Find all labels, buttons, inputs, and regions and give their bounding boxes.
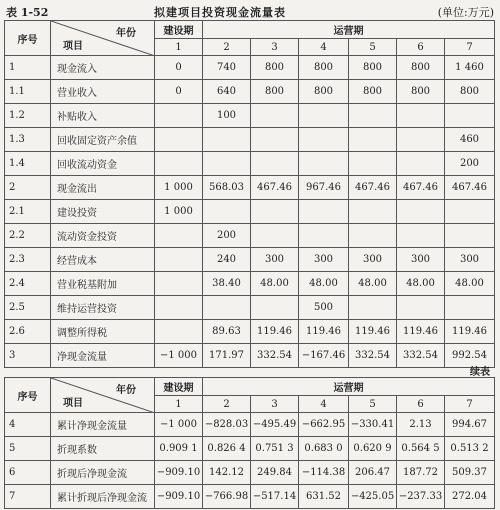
table-row [5,296,495,320]
value-cell: 300 [397,248,445,272]
table-row [5,413,495,437]
row-item: 累计折现后净现金流 [51,485,155,509]
value-cell [299,128,349,152]
row-item: 现金流出 [51,176,155,200]
row-number: 3 [5,344,51,368]
value-cell [155,224,203,248]
value-cell: 300 [349,248,397,272]
value-cell: 240 [203,248,251,272]
item-header: 项目 [63,398,83,409]
value-cell: 740 [203,56,251,80]
value-cell: −662.95 [299,413,349,437]
value-cell [251,200,299,224]
value-cell: 89.63 [203,320,251,344]
value-cell: −330.41 [349,413,397,437]
value-cell [155,152,203,176]
value-cell [155,296,203,320]
value-cell: 568.03 [203,176,251,200]
value-cell [299,200,349,224]
value-cell: −167.46 [299,344,349,368]
value-cell: −909.10 [155,461,203,485]
year-cell: 2 [203,396,251,413]
value-cell: 272.04 [445,485,495,509]
continued-label: 续表 [470,367,490,378]
year-cell: 4 [299,39,349,56]
year-cell: 2 [203,39,251,56]
row-item: 折现后净现金流 [51,461,155,485]
row-number: 1.4 [5,152,51,176]
value-cell: 300 [445,248,495,272]
table-row [5,344,495,368]
construction-period-header: 建设期 [155,21,203,39]
table-row [5,248,495,272]
row-number: 1.1 [5,80,51,104]
value-cell: −114.38 [299,461,349,485]
year-cell: 5 [349,396,397,413]
operation-period-header: 运营期 [203,21,495,39]
value-cell [251,296,299,320]
diagonal-header-cell [51,21,155,56]
seq-header: 序号 [5,378,51,413]
value-cell [251,224,299,248]
value-cell [251,152,299,176]
value-cell: 1 000 [155,200,203,224]
row-number: 2.5 [5,296,51,320]
row-item: 净现金流量 [51,344,155,368]
row-item: 营业税基附加 [51,272,155,296]
value-cell: 467.46 [349,176,397,200]
table-row [5,80,495,104]
row-number: 4 [5,413,51,437]
row-number: 7 [5,485,51,509]
operation-period-header: 运营期 [203,378,495,396]
value-cell [349,224,397,248]
value-cell [397,224,445,248]
value-cell [299,224,349,248]
row-item: 回收流动资金 [51,152,155,176]
row-number: 2 [5,176,51,200]
row-number: 1 [5,56,51,80]
value-cell [349,128,397,152]
value-cell: 800 [251,56,299,80]
value-cell [203,152,251,176]
value-cell: 200 [445,152,495,176]
value-cell: 171.97 [203,344,251,368]
value-cell [299,104,349,128]
value-cell: 119.46 [299,320,349,344]
value-cell: 800 [349,56,397,80]
value-cell [397,128,445,152]
value-cell: 467.46 [251,176,299,200]
value-cell: 332.54 [349,344,397,368]
row-number: 1.3 [5,128,51,152]
table-row [5,56,495,80]
row-item: 营业收入 [51,80,155,104]
value-cell [397,152,445,176]
value-cell [445,296,495,320]
value-cell: −517.14 [251,485,299,509]
table-row [5,152,495,176]
cash-flow-table [4,20,495,368]
table-row [5,320,495,344]
table-row [5,461,495,485]
value-cell: 48.00 [397,272,445,296]
year-cell: 5 [349,39,397,56]
value-cell [445,104,495,128]
row-number: 2.6 [5,320,51,344]
value-cell: 119.46 [397,320,445,344]
value-cell: 2.13 [397,413,445,437]
value-cell: 0.751 3 [251,437,299,461]
header-row [5,378,495,396]
table-row [5,485,495,509]
value-cell: 800 [349,80,397,104]
value-cell: 800 [299,80,349,104]
value-cell: 200 [203,224,251,248]
construction-period-header: 建设期 [155,378,203,396]
value-cell: 206.47 [349,461,397,485]
seq-header: 序号 [5,21,51,56]
value-cell [397,200,445,224]
value-cell [155,320,203,344]
value-cell: 0.826 4 [203,437,251,461]
value-cell [445,200,495,224]
value-cell: 119.46 [445,320,495,344]
value-cell [397,296,445,320]
item-header: 项目 [63,41,83,52]
value-cell: 800 [299,56,349,80]
table1-caption [4,4,496,18]
row-item: 现金流入 [51,56,155,80]
value-cell [155,248,203,272]
value-cell: 187.72 [397,461,445,485]
value-cell: −1 000 [155,344,203,368]
value-cell: 509.37 [445,461,495,485]
value-cell: 1 000 [155,176,203,200]
year-cell: 4 [299,396,349,413]
value-cell [203,296,251,320]
year-cell: 6 [397,396,445,413]
value-cell: 800 [397,56,445,80]
value-cell [251,128,299,152]
table-title: 拟建项目投资现金流量表 [154,6,286,19]
row-number: 5 [5,437,51,461]
row-number: 2.1 [5,200,51,224]
value-cell [155,272,203,296]
value-cell: 800 [251,80,299,104]
year-cell: 3 [251,39,299,56]
value-cell [397,104,445,128]
value-cell [349,104,397,128]
value-cell: 332.54 [251,344,299,368]
value-cell: −1 000 [155,413,203,437]
value-cell: 500 [299,296,349,320]
value-cell: 119.46 [349,320,397,344]
row-item: 经营成本 [51,248,155,272]
row-item: 调整所得税 [51,320,155,344]
value-cell: 467.46 [445,176,495,200]
year-cell: 7 [445,39,495,56]
value-cell: 631.52 [299,485,349,509]
value-cell: −425.05 [349,485,397,509]
table-row [5,224,495,248]
value-cell: 48.00 [445,272,495,296]
value-cell: 0.564 5 [397,437,445,461]
value-cell: 119.46 [251,320,299,344]
year-cell: 6 [397,39,445,56]
value-cell: −828.03 [203,413,251,437]
value-cell [445,224,495,248]
value-cell: 332.54 [397,344,445,368]
row-item: 折现系数 [51,437,155,461]
row-item: 流动资金投资 [51,224,155,248]
row-number: 2.4 [5,272,51,296]
value-cell: 994.67 [445,413,495,437]
value-cell: 0.620 9 [349,437,397,461]
value-cell [349,200,397,224]
value-cell [299,152,349,176]
table-row [5,176,495,200]
value-cell [155,128,203,152]
table-row [5,128,495,152]
value-cell: −766.98 [203,485,251,509]
table-number: 表 1-52 [6,6,49,19]
value-cell [203,128,251,152]
row-item: 建设投资 [51,200,155,224]
year-header: 年份 [116,385,136,396]
value-cell: 38.40 [203,272,251,296]
value-cell: 300 [299,248,349,272]
year-header: 年份 [116,28,136,39]
value-cell [203,200,251,224]
table-unit: (单位:万元) [437,6,494,19]
value-cell: 0.683 0 [299,437,349,461]
value-cell: −495.49 [251,413,299,437]
value-cell [155,104,203,128]
table-row [5,437,495,461]
value-cell: 100 [203,104,251,128]
value-cell: −909.10 [155,485,203,509]
value-cell [349,296,397,320]
table-row [5,200,495,224]
value-cell: 800 [445,80,495,104]
year-cell: 1 [155,396,203,413]
year-cell: 3 [251,396,299,413]
row-item: 回收固定资产余值 [51,128,155,152]
value-cell [349,152,397,176]
row-number: 2.2 [5,224,51,248]
value-cell: 967.46 [299,176,349,200]
value-cell: 0 [155,56,203,80]
value-cell: 249.84 [251,461,299,485]
row-number: 2.3 [5,248,51,272]
value-cell: 300 [251,248,299,272]
value-cell: 48.00 [251,272,299,296]
value-cell: 460 [445,128,495,152]
year-cell: 1 [155,39,203,56]
header-row [5,21,495,39]
value-cell: 800 [397,80,445,104]
year-cell: 7 [445,396,495,413]
value-cell: 467.46 [397,176,445,200]
value-cell: 0 [155,80,203,104]
row-number: 6 [5,461,51,485]
value-cell: 0.909 1 [155,437,203,461]
value-cell: 992.54 [445,344,495,368]
cumulative-table [4,377,495,509]
row-number: 1.2 [5,104,51,128]
row-item: 补贴收入 [51,104,155,128]
value-cell: 640 [203,80,251,104]
value-cell: 0.513 2 [445,437,495,461]
diagonal-header-cell [51,378,155,413]
value-cell: 1 460 [445,56,495,80]
value-cell: 48.00 [299,272,349,296]
value-cell: −237.33 [397,485,445,509]
row-item: 维持运营投资 [51,296,155,320]
value-cell [251,104,299,128]
value-cell: 142.12 [203,461,251,485]
table-row [5,272,495,296]
row-item: 累计净现金流量 [51,413,155,437]
table-row [5,104,495,128]
value-cell: 48.00 [349,272,397,296]
